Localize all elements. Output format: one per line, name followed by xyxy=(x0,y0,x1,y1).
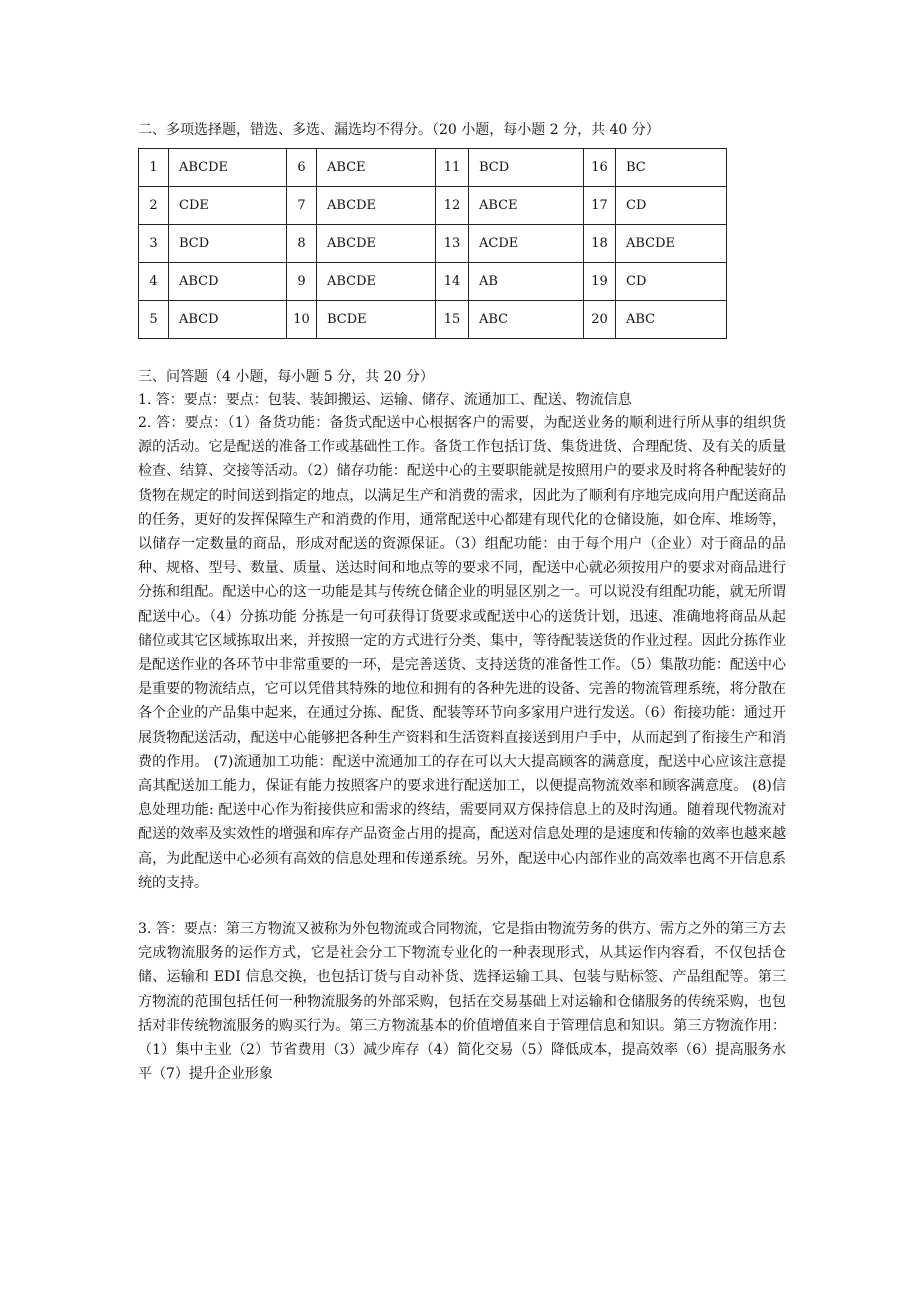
answer-choice: AB xyxy=(469,263,584,301)
question-number: 18 xyxy=(584,225,616,263)
answer-choice: CD xyxy=(616,187,727,225)
question-number: 4 xyxy=(139,263,169,301)
section2-title: 二、多项选择题，错选、多选、漏选均不得分。（20 小题，每小题 2 分，共 40 分） xyxy=(138,122,660,138)
question-number: 1 xyxy=(139,149,169,187)
answer-choice: ABCD xyxy=(169,263,287,301)
question-number: 11 xyxy=(436,149,469,187)
answer-choice: ACDE xyxy=(469,225,584,263)
answer-choice: ABCD xyxy=(169,301,287,339)
answer-choice: ABC xyxy=(616,301,727,339)
answer-choice: ABCDE xyxy=(616,225,727,263)
question-number: 7 xyxy=(287,187,317,225)
question-number: 17 xyxy=(584,187,616,225)
answer-1: 1. 答：要点：要点：包装、装卸搬运、运输、储存、流通加工、配送、物流信息 xyxy=(138,392,632,408)
answer-choice: BC xyxy=(616,149,727,187)
question-number: 20 xyxy=(584,301,616,339)
question-number: 15 xyxy=(436,301,469,339)
answer-choice: ABCE xyxy=(469,187,584,225)
answer-key-body xyxy=(139,149,727,339)
question-number: 14 xyxy=(436,263,469,301)
question-number: 3 xyxy=(139,225,169,263)
answer-choice: CD xyxy=(616,263,727,301)
table-row xyxy=(139,187,727,225)
answer-choice: ABC xyxy=(469,301,584,339)
question-number: 10 xyxy=(287,301,317,339)
answer-choice: BCDE xyxy=(317,301,436,339)
question-number: 19 xyxy=(584,263,616,301)
section3-title: 三、问答题（4 小题，每小题 5 分，共 20 分） xyxy=(138,369,434,385)
answer-choice: CDE xyxy=(169,187,287,225)
table-row xyxy=(139,263,727,301)
table-row xyxy=(139,225,727,263)
answer-choice: ABCDE xyxy=(317,187,436,225)
answer-choice: ABCDE xyxy=(169,149,287,187)
answer-2: 2. 答：要点：（1）备货功能：备货式配送中心根据客户的需要，为配送业务的顺利进行所从事的组织货源的活动。它是配送的准备工作或基础性工作。备货工作包括订货、集货进货、合理配货、及有关的质量检查、结算、交接等活动。（2）储存功能：配送中心的主要职能就是按照用户的要求及时将各种配装好的货物在规定的时间送到指定的地点，以满足生产和消费的需求，因此为了顺利有序地完成向用户配送商品的任务，更好的发挥保障生产和消费的作用，通常配送中心都建有现代化的仓储设施，如仓库、堆场等，以储存一定数量的商品，形成对配送的资源保证。（3）组配功能：由于每个用户（企业）对于商品的品种、规格、型号、数量、质量、送达时间和地点等的要求不同，配送中心就必须按用户的要求对商品进行分拣和组配。配送中心的这一功能是其与传统仓储企业的明显区别之一。可以说没有组配功能，就无所谓配送中心。（4）分拣功能 分拣是一句可获得订货要求或配送中心的送货计划，迅速、准确地将商品从起储位或其它区域拣取出来，并按照一定的方式进行分类、集中，等待配装送货的作业过程。因此分拣作业是配送作业的各环节中非常重要的一环，是完善送货、支持送货的准备性工作。（5）集散功能：配送中心是重要的物流结点，它可以凭借其特殊的地位和拥有的各种先进的设备、完善的物流管理系统，将分散在各个企业的产品集中起来，在通过分拣、配货、配装等环节向多家用户进行发送。（6）衔接功能：通过开展货物配送活动，配送中心能够把各种生产资料和生活资料直接送到用户手中，从而起到了衔接生产和消费的作用。 (7)流通加工功能：配送中流通加工的存在可以大大提高顾客的满意度，配送中心应该注意提高其配送加工能力，保证有能力按照客户的要求进行配送加工，以便提高物流效率和顾客满意度。 (8)信息处理功能: 配送中心作为衔接供应和需求的终结，需要同双方保持信息上的及时沟通。随着现代物流对配送的效率及实效性的增强和库存产品资金占用的提高，配送对信息处理的是速度和传输的效率也越来越高，为此配送中心必须有高效的信息处理和传递系统。另外，配送中心内部作业的高效率也离不开信息系统的支持。 xyxy=(138,415,786,891)
question-number: 13 xyxy=(436,225,469,263)
question-number: 8 xyxy=(287,225,317,263)
table-row xyxy=(139,149,727,187)
question-number: 9 xyxy=(287,263,317,301)
answer-choice: BCD xyxy=(169,225,287,263)
answer-choice: ABCDE xyxy=(317,263,436,301)
question-number: 12 xyxy=(436,187,469,225)
question-number: 2 xyxy=(139,187,169,225)
answer-choice: ABCE xyxy=(317,149,436,187)
table-row xyxy=(139,301,727,339)
question-number: 6 xyxy=(287,149,317,187)
answer-choice: BCD xyxy=(469,149,584,187)
section3 xyxy=(138,366,786,1086)
answer-choice: ABCDE xyxy=(317,225,436,263)
question-number: 5 xyxy=(139,301,169,339)
answer-key-table xyxy=(138,148,727,339)
answer-3: 3. 答：要点：第三方物流又被称为外包物流或合同物流，它是指由物流劳务的供方、需方之外的第三方去完成物流服务的运作方式，它是社会分工下物流专业化的一种表现形式，从其运作内容看，不仅包括仓储、运输和 EDI 信息交换，也包括订货与自动补货、选择运输工具、包装与贴标签、产品组配等。第三方物流的范围包括任何一种物流服务的外部采购，包括在交易基础上对运输和仓储服务的传统采购，也包括对非传统物流服务的购买行为。第三方物流基本的价值增值来自于管理信息和知识。第三方物流作用：（1）集中主业（2）节省费用（3）减少库存（4）简化交易（5）降低成本，提高效率（6）提高服务水平（7）提升企业形象 xyxy=(138,921,786,1083)
question-number: 16 xyxy=(584,149,616,187)
